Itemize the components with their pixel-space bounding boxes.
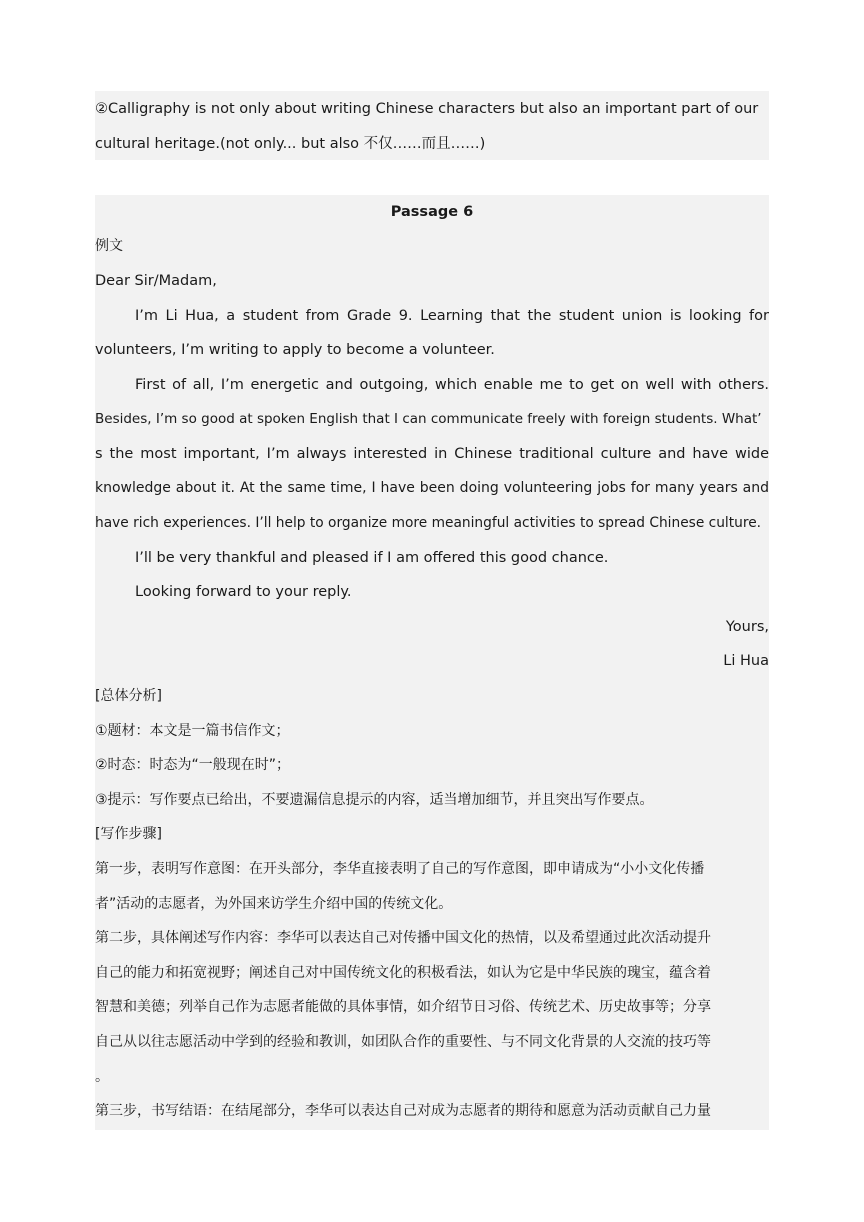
step1-line-2: 者”活动的志愿者，为外国来访学生介绍中国的传统文化。 (95, 896, 453, 912)
para1-line-2: volunteers, I’m writing to apply to become a volunteer. (95, 342, 495, 358)
letter-greeting: Dear Sir/Madam, (95, 273, 217, 289)
sample-label: 例文 (95, 238, 123, 254)
analysis-item-2: ②时态：时态为“一般现在时”； (95, 757, 291, 773)
letter-signature: Li Hua (723, 653, 769, 669)
analysis-item-3: ③提示：写作要点已给出，不要遗漏信息提示的内容，适当增加细节，并且突出写作要点。 (95, 792, 654, 808)
calligraphy-line-1: ②Calligraphy is not only about writing Chinese characters but also an important part of our (95, 101, 759, 117)
para2-line-3: s the most important, I’m always interested in Chinese traditional culture and have wide (95, 446, 769, 462)
para2-line-2: Besides, I’m so good at spoken English that I can communicate freely with foreign students. What’ (95, 411, 762, 427)
step2-line-3: 智慧和美德；列举自己作为志愿者能做的具体事情，如介绍节日习俗、传统艺术、历史故事等；分享 (95, 999, 711, 1015)
letter-closing: Yours, (725, 619, 769, 635)
para4-line: Looking forward to your reply. (135, 584, 352, 600)
para1-line-1: I’m Li Hua, a student from Grade 9. Learning that the student union is looking for (135, 308, 769, 324)
step2-line-4: 自己从以往志愿活动中学到的经验和教训，如团队合作的重要性、与不同文化背景的人交流的技巧等 (95, 1034, 711, 1050)
step2-line-1: 第二步，具体阐述写作内容：李华可以表达自己对传播中国文化的热情，以及希望通过此次活动提升 (95, 930, 711, 946)
analysis-item-1: ①题材：本文是一篇书信作文； (95, 723, 290, 739)
text-block-calligraphy (95, 91, 769, 160)
steps-heading: [写作步骤] (95, 826, 162, 842)
step2-line-2: 自己的能力和拓宽视野；阐述自己对中国传统文化的积极看法，如认为它是中华民族的瑰宝，蕴含着 (95, 965, 711, 981)
para2-line-1: First of all, I’m energetic and outgoing, which enable me to get on well with others. (135, 377, 769, 393)
passage-block (95, 195, 769, 1130)
para3-line: I’ll be very thankful and pleased if I am offered this good chance. (135, 550, 609, 566)
calligraphy-line-2: cultural heritage.(not only... but also 不仅……而且……) (95, 136, 486, 152)
para2-line-5: have rich experiences. I’ll help to organize more meaningful activities to spread Chinese culture. (95, 515, 762, 531)
para2-line-4: knowledge about it. At the same time, I have been doing volunteering jobs for many years and (95, 480, 769, 496)
analysis-heading: [总体分析] (95, 688, 162, 704)
step1-line-1: 第一步，表明写作意图：在开头部分，李华直接表明了自己的写作意图，即申请成为“小小文化传播 (95, 861, 705, 877)
passage-title: Passage 6 (390, 204, 474, 220)
step3-line-1: 第三步，书写结语：在结尾部分，李华可以表达自己对成为志愿者的期待和愿意为活动贡献自己力量 (95, 1103, 711, 1119)
step2-line-5: 。 (95, 1069, 109, 1085)
